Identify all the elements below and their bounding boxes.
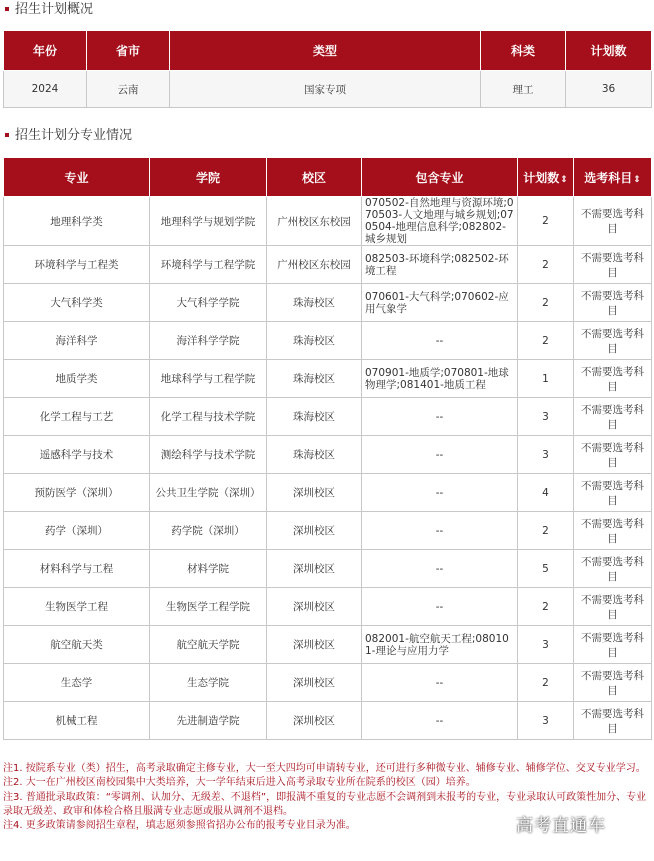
table-cell: 海洋科学 bbox=[4, 322, 150, 360]
table-cell: 生态学 bbox=[4, 664, 150, 702]
table-cell: 不需要选考科目 bbox=[574, 588, 652, 626]
table-cell: 深圳校区 bbox=[267, 626, 362, 664]
table-cell: 2 bbox=[518, 322, 574, 360]
table-cell: 082503-环境科学;082502-环境工程 bbox=[362, 246, 518, 284]
table-cell: -- bbox=[362, 474, 518, 512]
table-cell: 生物医学工程学院 bbox=[150, 588, 267, 626]
table-cell: 不需要选考科目 bbox=[574, 512, 652, 550]
section-title-overview: 招生计划概况 bbox=[2, 0, 93, 20]
table-cell: 不需要选考科目 bbox=[574, 550, 652, 588]
column-header[interactable] bbox=[574, 158, 652, 197]
table-cell: -- bbox=[362, 398, 518, 436]
table-cell: 地理科学与规划学院 bbox=[150, 197, 267, 246]
table-cell: -- bbox=[362, 550, 518, 588]
table-row bbox=[4, 71, 652, 108]
table-cell: 航空航天类 bbox=[4, 626, 150, 664]
column-header bbox=[267, 158, 362, 197]
table-cell: 地质学类 bbox=[4, 360, 150, 398]
table-row bbox=[4, 512, 652, 550]
table-cell: 药学院（深圳） bbox=[150, 512, 267, 550]
table-cell: 深圳校区 bbox=[267, 474, 362, 512]
table-cell: 深圳校区 bbox=[267, 588, 362, 626]
sort-icon[interactable]: ⇕ bbox=[560, 174, 568, 185]
column-header: 省市 bbox=[87, 31, 170, 71]
table-cell: 化学工程与工艺 bbox=[4, 398, 150, 436]
column-header-label: 校区 bbox=[301, 170, 326, 185]
column-header-label: 包含专业 bbox=[415, 170, 464, 185]
column-header bbox=[150, 158, 267, 197]
column-header-label: 计划数 bbox=[523, 170, 560, 185]
table-cell: 不需要选考科目 bbox=[574, 626, 652, 664]
table-cell: 珠海校区 bbox=[267, 284, 362, 322]
note-4: 注4. 更多政策请参阅招生章程，填志愿须参照省招办公布的报考专业目录为准。 bbox=[3, 820, 356, 832]
table-cell: 不需要选考科目 bbox=[574, 664, 652, 702]
table-cell: 理工 bbox=[481, 71, 566, 108]
table-cell: 珠海校区 bbox=[267, 360, 362, 398]
table-cell: 2 bbox=[518, 197, 574, 246]
table-cell: 化学工程与技术学院 bbox=[150, 398, 267, 436]
table-cell: 珠海校区 bbox=[267, 398, 362, 436]
overview-header-row bbox=[4, 31, 652, 71]
column-header-label: 专业 bbox=[64, 170, 89, 185]
table-cell: -- bbox=[362, 512, 518, 550]
bullet-icon bbox=[5, 7, 9, 11]
table-cell: 海洋科学学院 bbox=[150, 322, 267, 360]
table-row bbox=[4, 360, 652, 398]
table-cell: 3 bbox=[518, 436, 574, 474]
note-2: 注2. 大一在广州校区南校园集中大类培养，大一学年结束后进入高考录取专业所在院系的校区（园）培养。 bbox=[3, 777, 476, 789]
column-header: 计划数 bbox=[566, 31, 652, 71]
table-cell: 环境科学与工程学院 bbox=[150, 246, 267, 284]
table-cell: 2 bbox=[518, 512, 574, 550]
table-cell: 不需要选考科目 bbox=[574, 398, 652, 436]
table-cell: -- bbox=[362, 588, 518, 626]
table-row bbox=[4, 702, 652, 740]
table-cell: 070601-大气科学;070602-应用气象学 bbox=[362, 284, 518, 322]
table-cell: 机械工程 bbox=[4, 702, 150, 740]
table-cell: 不需要选考科目 bbox=[574, 246, 652, 284]
table-cell: -- bbox=[362, 664, 518, 702]
column-header-label: 选考科目 bbox=[584, 170, 633, 185]
table-cell: 云南 bbox=[87, 71, 170, 108]
table-cell: -- bbox=[362, 322, 518, 360]
majors-table bbox=[3, 157, 652, 740]
table-cell: 不需要选考科目 bbox=[574, 702, 652, 740]
table-cell: 先进制造学院 bbox=[150, 702, 267, 740]
table-cell: 不需要选考科目 bbox=[574, 474, 652, 512]
table-cell: 地球科学与工程学院 bbox=[150, 360, 267, 398]
table-cell: 大气科学类 bbox=[4, 284, 150, 322]
column-header: 类型 bbox=[170, 31, 481, 71]
table-cell: 材料学院 bbox=[150, 550, 267, 588]
table-row bbox=[4, 436, 652, 474]
table-cell: 珠海校区 bbox=[267, 322, 362, 360]
table-cell: 广州校区东校园 bbox=[267, 197, 362, 246]
table-cell: 生态学院 bbox=[150, 664, 267, 702]
table-row bbox=[4, 246, 652, 284]
table-row bbox=[4, 398, 652, 436]
table-cell: 遥感科学与技术 bbox=[4, 436, 150, 474]
watermark: 高考直通车 bbox=[516, 816, 606, 836]
table-row bbox=[4, 626, 652, 664]
table-row bbox=[4, 197, 652, 246]
table-cell: 地理科学类 bbox=[4, 197, 150, 246]
table-cell: 深圳校区 bbox=[267, 512, 362, 550]
table-cell: 1 bbox=[518, 360, 574, 398]
table-cell: 材料科学与工程 bbox=[4, 550, 150, 588]
table-cell: 预防医学（深圳） bbox=[4, 474, 150, 512]
column-header-label: 学院 bbox=[195, 170, 220, 185]
table-cell: 不需要选考科目 bbox=[574, 322, 652, 360]
table-cell: 不需要选考科目 bbox=[574, 284, 652, 322]
table-cell: 环境科学与工程类 bbox=[4, 246, 150, 284]
note-3: 注3. 普通批录取政策：“零调剂、认加分、无级差、不退档”，即报满不重复的专业志愿不会调剂到未报考的专业，专业录取认可政策性加分、专业录取无级差、政审和体检合格且服满专业志愿或服从调剂不退档。 bbox=[3, 791, 647, 817]
table-cell: 珠海校区 bbox=[267, 436, 362, 474]
table-cell: 药学（深圳） bbox=[4, 512, 150, 550]
table-cell: 不需要选考科目 bbox=[574, 197, 652, 246]
table-row bbox=[4, 588, 652, 626]
majors-header-row bbox=[4, 158, 652, 197]
section-title-majors: 招生计划分专业情况 bbox=[2, 126, 132, 146]
table-cell: 深圳校区 bbox=[267, 702, 362, 740]
table-cell: 广州校区东校园 bbox=[267, 246, 362, 284]
column-header bbox=[4, 158, 150, 197]
table-cell: 5 bbox=[518, 550, 574, 588]
column-header[interactable] bbox=[518, 158, 574, 197]
table-cell: 国家专项 bbox=[170, 71, 481, 108]
table-row bbox=[4, 284, 652, 322]
table-cell: 2 bbox=[518, 664, 574, 702]
table-cell: 3 bbox=[518, 626, 574, 664]
column-header: 科类 bbox=[481, 31, 566, 71]
table-cell: 070901-地质学;070801-地球物理学;081401-地质工程 bbox=[362, 360, 518, 398]
table-cell: -- bbox=[362, 436, 518, 474]
table-cell: 大气科学学院 bbox=[150, 284, 267, 322]
table-cell: 生物医学工程 bbox=[4, 588, 150, 626]
table-cell: 测绘科学与技术学院 bbox=[150, 436, 267, 474]
bullet-icon bbox=[5, 133, 9, 137]
table-cell: 2 bbox=[518, 284, 574, 322]
table-cell: -- bbox=[362, 702, 518, 740]
table-cell: 深圳校区 bbox=[267, 664, 362, 702]
table-row bbox=[4, 474, 652, 512]
table-cell: 070502-自然地理与资源环境;070503-人文地理与城乡规划;070504-地理信息科学;082802-城乡规划 bbox=[362, 197, 518, 246]
table-cell: 082001-航空航天工程;080101-理论与应用力学 bbox=[362, 626, 518, 664]
column-header: 年份 bbox=[4, 31, 87, 71]
table-cell: 不需要选考科目 bbox=[574, 360, 652, 398]
overview-table bbox=[3, 30, 652, 108]
table-cell: 公共卫生学院（深圳） bbox=[150, 474, 267, 512]
table-cell: 不需要选考科目 bbox=[574, 436, 652, 474]
note-1: 注1. 按院系专业（类）招生，高考录取确定主修专业，大一至大四均可申请转专业，还可进行多种微专业、辅修专业、辅修学位、交叉专业学习。 bbox=[3, 763, 646, 774]
table-cell: 3 bbox=[518, 398, 574, 436]
table-cell: 2024 bbox=[4, 71, 87, 108]
table-cell: 2 bbox=[518, 588, 574, 626]
table-cell: 深圳校区 bbox=[267, 550, 362, 588]
table-cell: 3 bbox=[518, 702, 574, 740]
table-cell: 36 bbox=[566, 71, 652, 108]
table-row bbox=[4, 550, 652, 588]
sort-icon[interactable]: ⇕ bbox=[633, 174, 641, 185]
table-row bbox=[4, 322, 652, 360]
table-cell: 2 bbox=[518, 246, 574, 284]
table-row bbox=[4, 664, 652, 702]
column-header bbox=[362, 158, 518, 197]
table-cell: 4 bbox=[518, 474, 574, 512]
table-cell: 航空航天学院 bbox=[150, 626, 267, 664]
